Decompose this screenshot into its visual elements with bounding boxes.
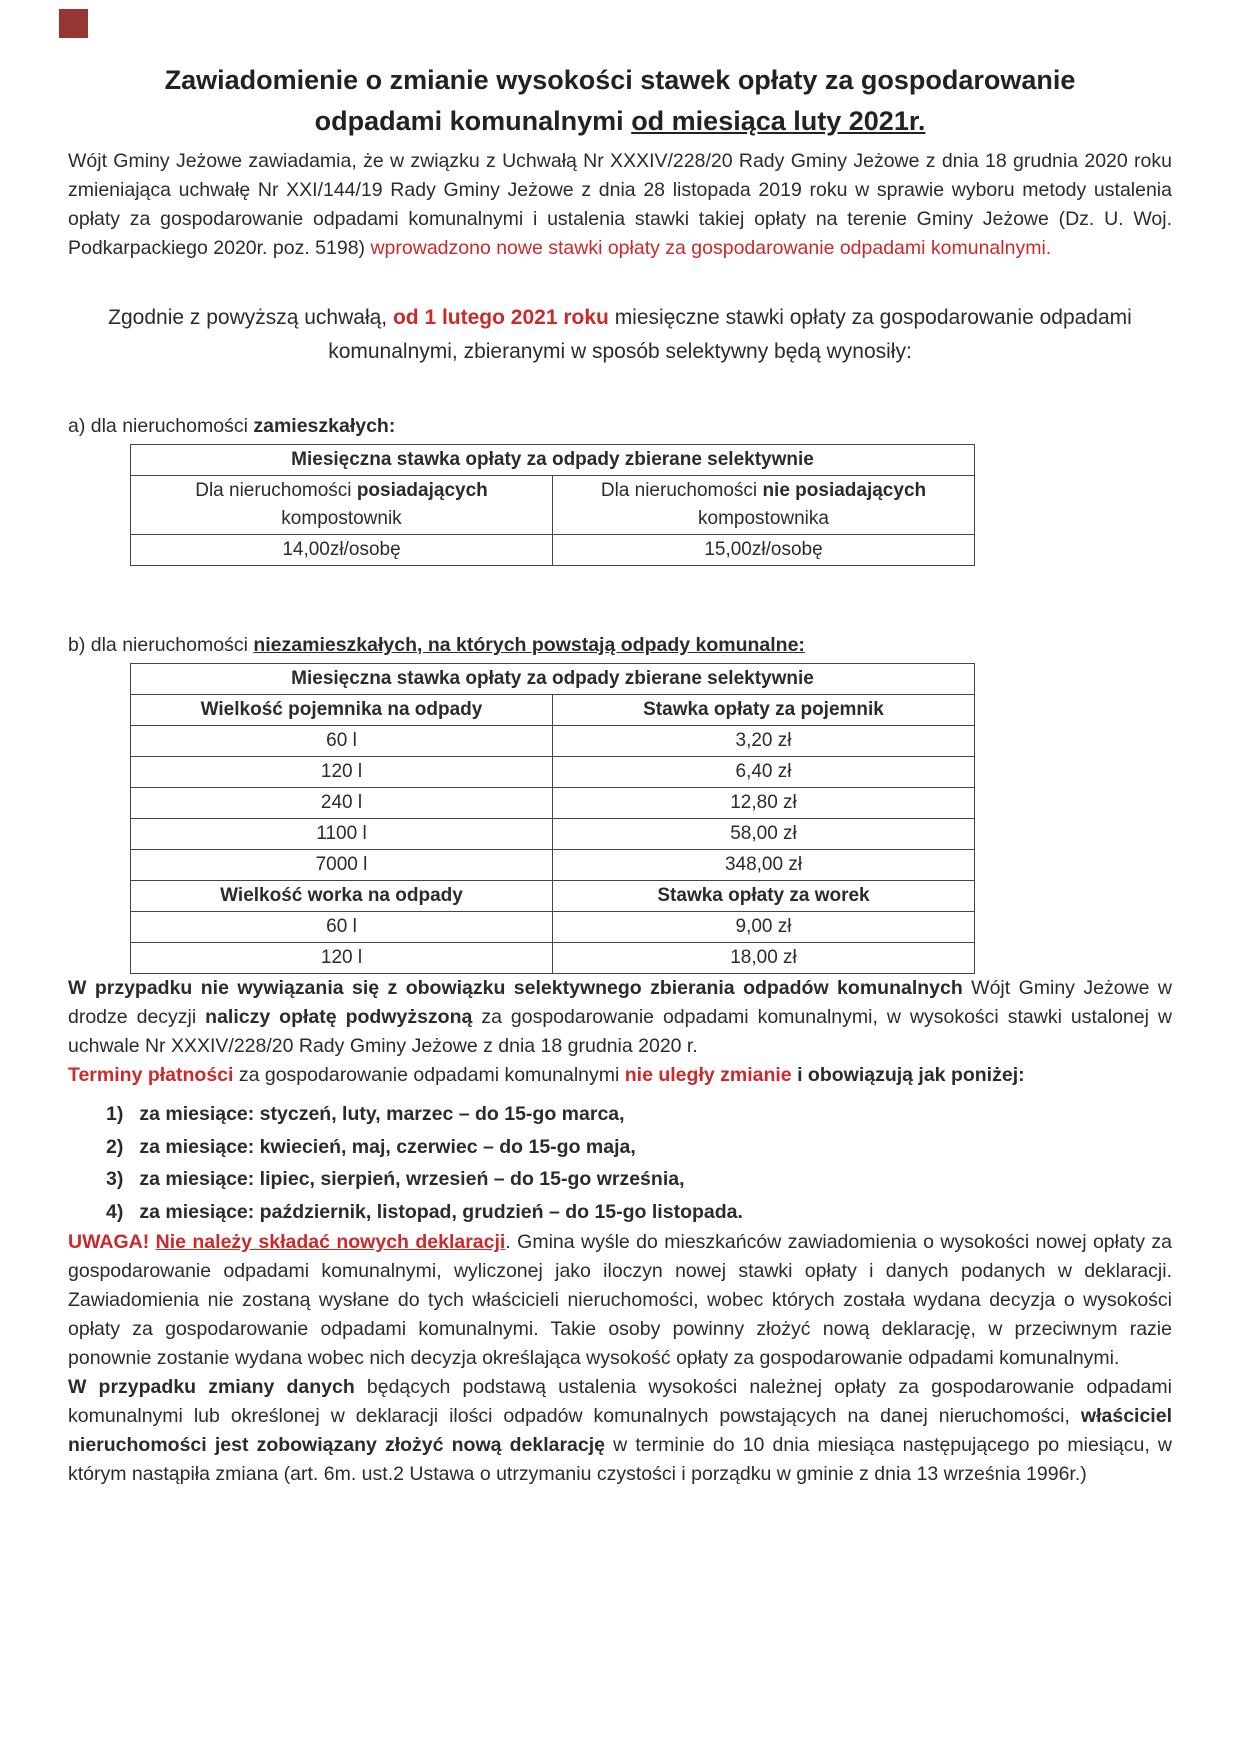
text-run: Terminy płatności (68, 1064, 234, 1086)
table-row (131, 695, 975, 726)
table-cell: Stawka opłaty za pojemnik (553, 695, 975, 726)
table-cell: 1100 l (131, 819, 553, 850)
text-run: właściciel nieruchomości jest zobowiązany złożyć nową deklarację (68, 1405, 1172, 1456)
list-item: za miesiące: październik, listopad, grudzień – do 15-go listopada. (139, 1200, 743, 1223)
table-row (131, 819, 975, 850)
table-cell: 7000 l (131, 850, 553, 881)
table-cell (131, 476, 553, 535)
text-run: . Gmina wyśle do mieszkańców zawiadomienia o wysokości nowej opłaty za gospodarowanie odpadami komunalnymi, wyliczonej jako iloczyn nowej stawki opłaty i danych podanych w deklaracji. Zawiadomienia nie zostaną wysłane do tych właścicieli nieruchomości, wobec których została wydana decyzja o wysokości opłaty za gospodarowanie odpadami komunalnymi. Takie osoby powinny złożyć nową deklarację, w przeciwnym razie ponownie zostanie wydana wobec nich decyzja określająca wysokość opłaty za gospodarowanie odpadami komunalnymi. (68, 1231, 1172, 1369)
text-run: Nie należy składać nowych deklaracji (155, 1231, 506, 1253)
table-row (131, 881, 975, 912)
table-cell: 120 l (131, 943, 553, 974)
table-cell: 60 l (131, 726, 553, 757)
text-run: W przypadku nie wywiązania się z obowiązku selektywnego zbierania odpadów komunalnych (68, 977, 963, 999)
uwaga-paragraph (68, 1228, 1172, 1373)
table-row (131, 726, 975, 757)
section-b-label (68, 632, 1172, 658)
table-cell: 348,00 zł (553, 850, 975, 881)
table-cell: 18,00 zł (553, 943, 975, 974)
table-cell: 60 l (131, 912, 553, 943)
table-cell: 120 l (131, 757, 553, 788)
text-run: Wójt Gminy Jeżowe zawiadamia, że w związku z Uchwałą Nr XXXIV/228/20 Rady Gminy Jeżowe z dnia 18 grudnia 2020 roku zmieniająca uchwałę Nr XXI/144/19 Rady Gminy Jeżowe z dnia 28 listopada 2019 roku w sprawie wyboru metody ustalenia opłaty za gospodarowanie odpadami komunalnymi i ustalenia stawki takiej opłaty na terenie Gminy Jeżowe (Dz. U. Woj. Podkarpackiego 2020r. poz. 5198) (68, 150, 1172, 259)
list-item: za miesiące: lipiec, sierpień, wrzesień – do 15-go września, (139, 1168, 685, 1190)
text-run: wprowadzono nowe stawki opłaty za gospodarowanie odpadami komunalnymi. (370, 237, 1052, 259)
text-run: od miesiąca luty 2021r. (631, 106, 926, 136)
table-cell: 58,00 zł (553, 819, 975, 850)
text-run: W przypadku zmiany danych (68, 1376, 355, 1398)
text-run: miesięczne stawki opłaty za gospodarowanie odpadami komunalnymi, zbieranymi w sposób selektywny będą wynosiły: (328, 306, 1132, 363)
table-cell: 15,00zł/osobę (553, 535, 975, 566)
table-cell: Wielkość pojemnika na odpady (131, 695, 553, 726)
table-row (131, 757, 975, 788)
table-row (131, 943, 975, 974)
table-header-cell: Miesięczna stawka opłaty za odpady zbierane selektywnie (131, 445, 975, 476)
text-run: za gospodarowanie odpadami komunalnymi (233, 1064, 625, 1086)
table-cell (553, 476, 975, 535)
title-line-1: Zawiadomienie o zmianie wysokości stawek opłaty za gospodarowanie (164, 65, 1076, 95)
text-run: kompostownika (698, 508, 829, 529)
table-row (131, 535, 975, 566)
text-run: od 1 lutego 2021 roku (392, 306, 609, 329)
table-cell: 9,00 zł (553, 912, 975, 943)
residential-rates-table (130, 444, 975, 566)
red-corner-mark (59, 9, 88, 38)
text-run: Wójt Gminy Jeżowe w drodze decyzji (68, 977, 1172, 1028)
text-run: będących podstawą ustalenia wysokości należnej opłaty za gospodarowanie odpadami komunalnymi lub określonej w deklaracji ilości odpadów komunalnych powstających na danej nieruchomości, (68, 1376, 1172, 1427)
text-run: kompostownik (281, 508, 402, 529)
table-cell: 3,20 zł (553, 726, 975, 757)
table-cell: Wielkość worka na odpady (131, 881, 553, 912)
table-cell: 240 l (131, 788, 553, 819)
non-residential-rates-table (130, 663, 975, 974)
table-cell: 12,80 zł (553, 788, 975, 819)
table-cell: Stawka opłaty za worek (553, 881, 975, 912)
table-row (131, 788, 975, 819)
text-run: Dla nieruchomości (600, 480, 763, 501)
penalty-paragraph (68, 974, 1172, 1061)
payment-terms-intro (68, 1061, 1172, 1090)
table-header-cell: Miesięczna stawka opłaty za odpady zbierane selektywnie (131, 664, 975, 695)
rates-table-body (131, 695, 975, 974)
title-line-2 (315, 106, 926, 136)
table-row (131, 664, 975, 695)
text-run: nie posiadających (762, 480, 927, 501)
text-run: w terminie do 10 dnia miesiąca następującego po miesiącu, w którym nastąpiła zmiana (art. 6m. ust.2 Ustawa o utrzymaniu czystości i porządku w gminie z dnia 13 września 1996r.) (68, 1434, 1172, 1485)
data-change-paragraph (68, 1373, 1172, 1489)
section-a-label (68, 413, 1172, 439)
text-run: Dla nieruchomości (195, 480, 357, 501)
table-cell: 14,00zł/osobę (131, 535, 553, 566)
payment-terms-list (68, 1098, 1172, 1228)
table-row (131, 445, 975, 476)
text-run: zamieszkałych: (253, 415, 396, 437)
intro-paragraph (68, 147, 1172, 263)
text-run: naliczy opłatę podwyższoną (205, 1006, 473, 1028)
table-cell: 6,40 zł (553, 757, 975, 788)
text-run: b) dla nieruchomości (68, 634, 254, 656)
text-run: UWAGA! (68, 1231, 156, 1253)
table-row (131, 476, 975, 535)
text-run: Zgodnie z powyższą uchwałą, (108, 306, 393, 329)
document-title (78, 60, 1162, 142)
list-item: za miesiące: kwiecień, maj, czerwiec – do 15-go maja, (139, 1135, 636, 1158)
text-run: niezamieszkałych, na których powstają odpady komunalne: (253, 634, 805, 656)
text-run: posiadających (356, 480, 488, 501)
effective-date-paragraph (98, 301, 1142, 369)
table-row (131, 850, 975, 881)
list-item: za miesiące: styczeń, luty, marzec – do 15-go marca, (139, 1103, 625, 1125)
text-run: odpadami komunalnymi (314, 106, 632, 136)
text-run: a) dla nieruchomości (68, 415, 254, 437)
text-run: i obowiązują jak poniżej: (797, 1064, 1025, 1086)
text-run: za gospodarowanie odpadami komunalnymi, w wysokości stawki ustalonej w uchwale Nr XXXIV/228/20 Rady Gminy Jeżowe z dnia 18 grudnia 2020 r. (68, 1006, 1172, 1057)
text-run: nie uległy zmianie (624, 1064, 792, 1086)
table-row (131, 912, 975, 943)
